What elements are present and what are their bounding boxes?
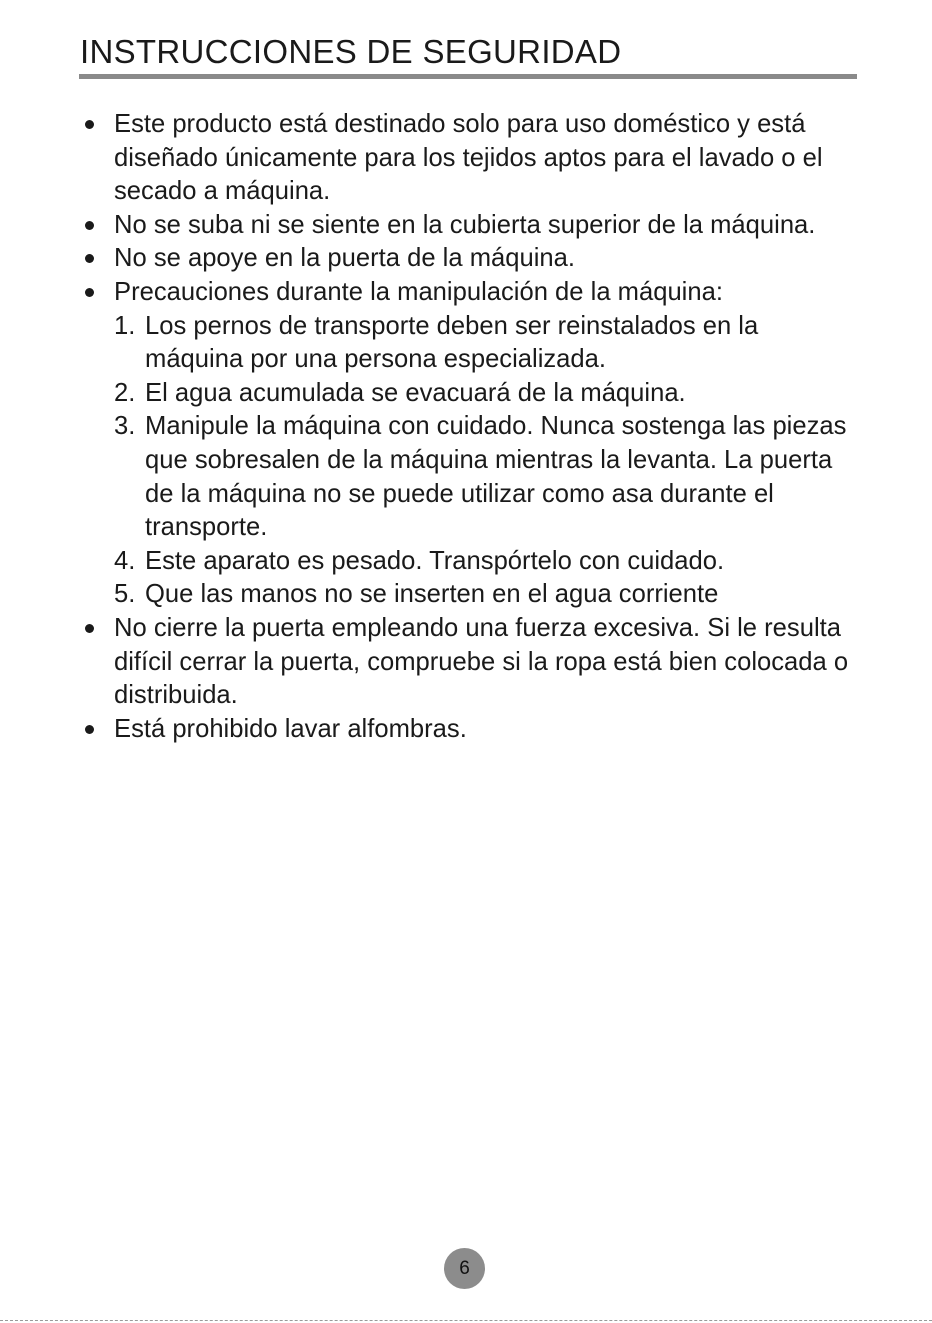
page-title: INSTRUCCIONES DE SEGURIDAD <box>80 33 622 70</box>
numbered-item-text: Que las manos no se inserten en el agua corriente <box>145 580 719 609</box>
bullet-icon <box>85 624 94 633</box>
list-item <box>80 242 860 276</box>
item-number: 3. <box>114 412 136 441</box>
numbered-item-text: Este aparato es pesado. Transpórtelo con cuidado. <box>145 546 725 575</box>
item-number: 1. <box>114 311 136 340</box>
numbered-item-text: Manipule la máquina con cuidado. Nunca sostenga las piezas que sobresalen de la máquina mientras la levanta. La puerta de la máquina no se puede utilizar como asa durante el transporte. <box>145 412 847 542</box>
list-item-text: Está prohibido lavar alfombras. <box>114 714 467 743</box>
bullet-icon <box>85 254 94 263</box>
list-item-text: No se suba ni se siente en la cubierta superior de la máquina. <box>114 210 816 239</box>
item-number: 5. <box>114 580 136 609</box>
list-item-text: Este producto está destinado solo para uso doméstico y está diseñado únicamente para los tejidos aptos para el lavado o el secado a máquina. <box>114 110 823 206</box>
safety-instructions <box>80 108 860 746</box>
bullet-icon <box>85 120 94 129</box>
page-edge-divider <box>0 1320 932 1321</box>
list-item-text: Precauciones durante la manipulación de la máquina: <box>114 277 723 306</box>
list-item <box>80 209 860 243</box>
item-number: 2. <box>114 378 136 407</box>
list-item-text: No cierre la puerta empleando una fuerza excesiva. Si le resulta difícil cerrar la puerta, compruebe si la ropa está bien colocada o distribuida. <box>114 613 849 710</box>
bullet-icon <box>85 725 94 734</box>
numbered-item <box>114 578 860 612</box>
title-underline <box>79 74 857 79</box>
numbered-item-text: El agua acumulada se evacuará de la máquina. <box>145 378 686 407</box>
item-number: 4. <box>114 546 136 575</box>
numbered-item <box>114 310 860 377</box>
bullet-list <box>80 108 860 746</box>
list-item-text: No se apoye en la puerta de la máquina. <box>114 244 575 273</box>
list-item <box>80 276 860 612</box>
numbered-list <box>114 310 860 612</box>
bullet-icon <box>85 288 94 297</box>
list-item <box>80 612 860 713</box>
numbered-item <box>114 545 860 579</box>
numbered-item <box>114 410 860 544</box>
list-item <box>80 713 860 747</box>
list-item <box>80 108 860 209</box>
bullet-icon <box>85 221 94 230</box>
page-number: 6 <box>444 1248 485 1289</box>
numbered-item <box>114 377 860 411</box>
numbered-item-text: Los pernos de transporte deben ser reinstalados en la máquina por una persona especializada. <box>145 311 759 374</box>
